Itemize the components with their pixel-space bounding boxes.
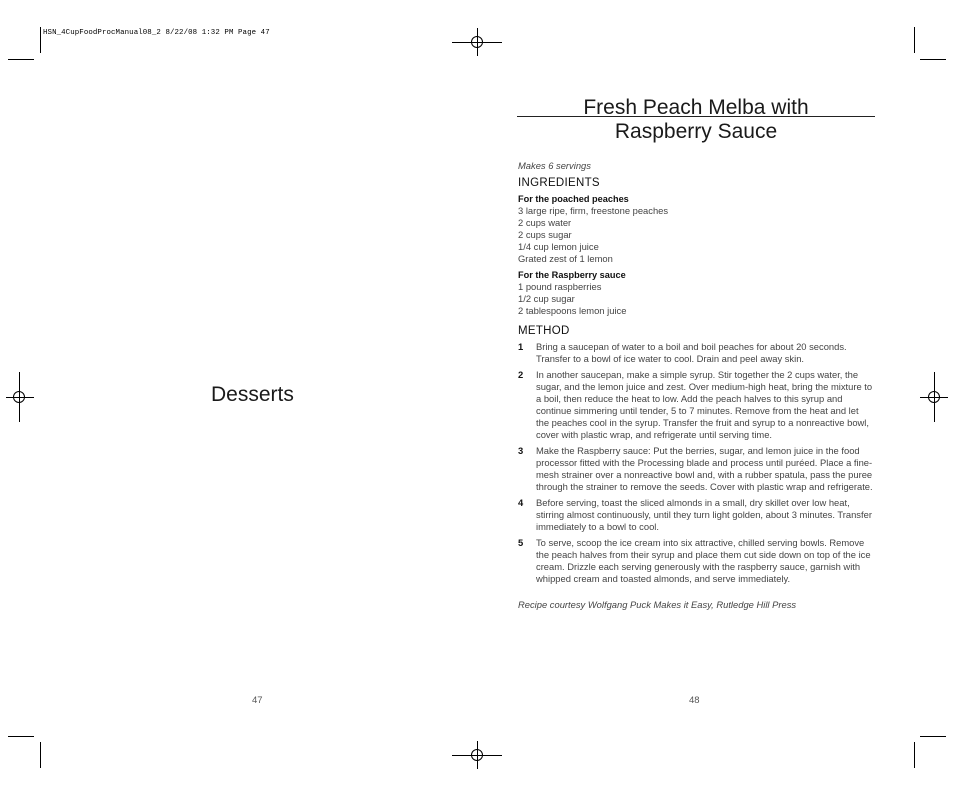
ingredients-heading: INGREDIENTS bbox=[518, 177, 600, 189]
step-number: 2 bbox=[518, 369, 524, 380]
method-steps bbox=[518, 341, 874, 585]
recipe-credit: Recipe courtesy Wolfgang Puck Makes it Easy, Rutledge Hill Press bbox=[518, 599, 797, 610]
ingredient-item: 1 pound raspberries bbox=[518, 281, 602, 292]
ingredient-group-peaches bbox=[518, 193, 874, 265]
step-text: Make the Raspberry sauce: Put the berries, sugar, and lemon juice in the food processor fitted with the Processing blade and process until puréed. Place a fine-mesh strainer over a nonreactive bowl and, with a rubber spatula, pass the puree through the strainer to remove the seeds. Cover with plastic wrap and refrigerate. bbox=[536, 445, 873, 492]
method-step bbox=[518, 341, 874, 365]
method-heading: METHOD bbox=[518, 325, 570, 337]
section-title: Desserts bbox=[211, 383, 294, 406]
recipe-title-line-2: Raspberry Sauce bbox=[614, 120, 778, 143]
step-number: 4 bbox=[518, 497, 524, 508]
ingredient-group-sauce bbox=[518, 269, 874, 317]
recipe-title bbox=[517, 96, 875, 144]
ingredient-group-heading: For the poached peaches bbox=[518, 194, 629, 204]
ingredient-list bbox=[518, 281, 874, 317]
ingredient-item: 1/4 cup lemon juice bbox=[518, 241, 599, 252]
step-number: 5 bbox=[518, 537, 524, 548]
recipe-title-line-1: Fresh Peach Melba with bbox=[583, 96, 809, 119]
ingredient-item: 1/2 cup sugar bbox=[518, 293, 575, 304]
ingredient-item: 2 cups sugar bbox=[518, 229, 572, 240]
step-text: Bring a saucepan of water to a boil and boil peaches for about 20 seconds. Transfer to a bowl of ice water to cool. Drain and peel away skin. bbox=[536, 341, 847, 364]
ingredient-item: 3 large ripe, firm, freestone peaches bbox=[518, 205, 669, 216]
ingredient-item: 2 tablespoons lemon juice bbox=[518, 305, 627, 316]
step-text: Before serving, toast the sliced almonds in a small, dry skillet over low heat, stirring almost continuously, until they turn light golden, about 3 minutes. Transfer immediately to a bowl to cool. bbox=[536, 497, 872, 532]
page-number-right: 48 bbox=[689, 695, 700, 706]
method-step bbox=[518, 537, 874, 585]
ingredient-list bbox=[518, 205, 874, 265]
method-step bbox=[518, 369, 874, 441]
step-number: 3 bbox=[518, 445, 524, 456]
page-number-left: 47 bbox=[252, 695, 263, 706]
recipe-body bbox=[518, 160, 874, 611]
printer-slug-line: HSN_4CupFoodProcManual08_2 8/22/08 1:32 PM Page 47 bbox=[43, 29, 270, 37]
method-step bbox=[518, 445, 874, 493]
ingredient-item: Grated zest of 1 lemon bbox=[518, 253, 613, 264]
ingredient-group-heading: For the Raspberry sauce bbox=[518, 270, 626, 280]
step-number: 1 bbox=[518, 341, 524, 352]
step-text: To serve, scoop the ice cream into six attractive, chilled serving bowls. Remove the peach halves from their syrup and place them cut side down on top of the ice cream. Drizzle each serving generously with the raspberry sauce, garnish with whipped cream and toasted almonds, and serve immediately. bbox=[536, 537, 871, 584]
ingredient-item: 2 cups water bbox=[518, 217, 572, 228]
servings: Makes 6 servings bbox=[518, 160, 591, 171]
method-step bbox=[518, 497, 874, 533]
step-text: In another saucepan, make a simple syrup. Stir together the 2 cups water, the sugar, and the lemon juice and zest. Over medium-high heat, bring the mixture to a boil, then reduce the heat to low. Add the peach halves to this syrup and continue simmering until tender, 5 to 7 minutes. Remove from the heat and let the peaches cool in the syrup. Transfer the fruit and syrup to a nonreactive bowl, cover with plastic wrap, and refrigerate until serving time. bbox=[536, 369, 873, 440]
